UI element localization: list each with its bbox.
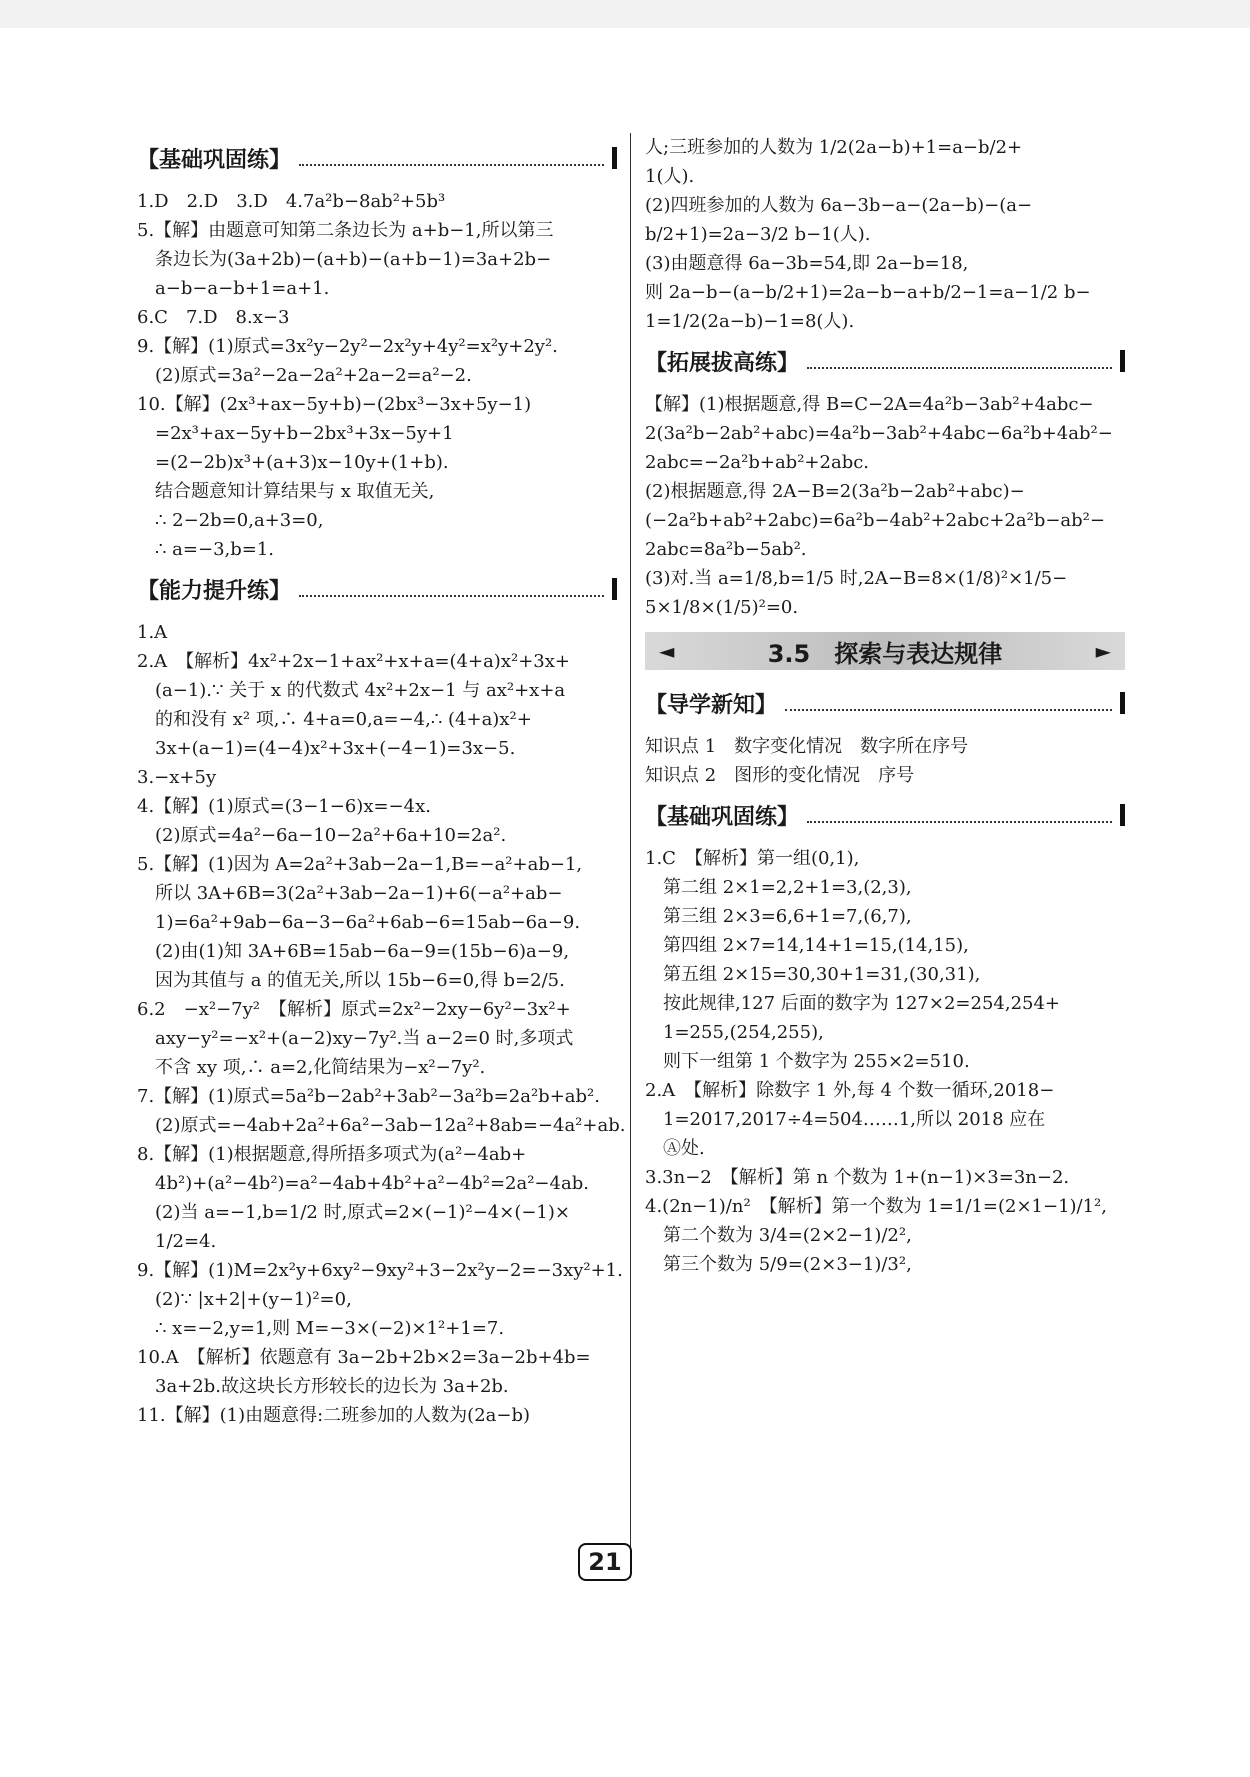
scan-top-band bbox=[0, 0, 1250, 28]
text-line: 第二组 2×1=2,2+1=3,(2,3), bbox=[663, 877, 912, 898]
text-line: 不含 xy 项,∴ a=2,化简结果为−x²−7y². bbox=[155, 1057, 486, 1078]
text-line: 10.A 【解析】依题意有 3a−2b+2b×2=3a−2b+4b= bbox=[137, 1347, 591, 1368]
text-line: ∴ x=−2,y=1,则 M=−3×(−2)×1²+1=7. bbox=[155, 1318, 505, 1339]
text-line: 4b²)+(a²−4b²)=a²−4ab+4b²+a²−4b²=2a²−4ab. bbox=[155, 1173, 589, 1194]
text-line: 则 2a−b−(a−b/2+1)=2a−b−a+b/2−1=a−1/2 b− bbox=[645, 282, 1091, 303]
text-line: 5.【解】由题意可知第二条边长为 a+b−1,所以第三 bbox=[137, 220, 554, 241]
text-line: 条边长为(3a+2b)−(a+b)−(a+b−1)=3a+2b− bbox=[155, 249, 552, 270]
text-line: (3)对.当 a=1/8,b=1/5 时,2A−B=8×(1/8)²×1/5− bbox=[645, 568, 1068, 589]
right-arrow-icon: ► bbox=[1095, 639, 1111, 663]
text-line: (3)由题意得 6a−3b=54,即 2a−b=18, bbox=[645, 253, 969, 274]
text-line: 2abc=8a²b−5ab². bbox=[645, 539, 807, 560]
text-line: 2abc=−2a²b+ab²+2abc. bbox=[645, 452, 870, 473]
text-line: 1=255,(254,255), bbox=[663, 1022, 824, 1043]
text-line: axy−y²=−x²+(a−2)xy−7y².当 a−2=0 时,多项式 bbox=[155, 1028, 574, 1049]
text-line: (2)原式=3a²−2a−2a²+2a−2=a²−2. bbox=[155, 365, 472, 386]
text-line: (a−1).∵ 关于 x 的代数式 4x²+2x−1 与 ax²+x+a bbox=[155, 680, 566, 701]
heading-bar bbox=[1120, 804, 1125, 826]
section-title: 【能力提升练】 bbox=[137, 578, 292, 604]
heading-bar bbox=[612, 147, 617, 169]
text-line: (2)原式=4a²−6a−10−2a²+6a+10=2a². bbox=[155, 825, 507, 846]
dotted-leader bbox=[785, 695, 1112, 711]
text-line: 按此规律,127 后面的数字为 127×2=254,254+ bbox=[663, 993, 1061, 1014]
text-line: ∴ a=−3,b=1. bbox=[155, 539, 275, 560]
text-line: 【解】(1)根据题意,得 B=C−2A=4a²b−3ab²+4abc− bbox=[645, 394, 1094, 415]
text-line: Ⓐ处. bbox=[663, 1138, 705, 1159]
text-line: 3.−x+5y bbox=[137, 767, 217, 788]
text-line: 4.(2n−1)/n² 【解析】第一个数为 1=1/1=(2×1−1)/1², bbox=[645, 1196, 1107, 1217]
text-line: 则下一组第 1 个数字为 255×2=510. bbox=[663, 1051, 970, 1072]
text-line: 6.2 −x²−7y² 【解析】原式=2x²−2xy−6y²−3x²+ bbox=[137, 999, 571, 1020]
text-line: =(2−2b)x³+(a+3)x−10y+(1+b). bbox=[155, 452, 449, 473]
text-line: 结合题意知计算结果与 x 取值无关, bbox=[155, 481, 435, 502]
text-line: 1.A bbox=[137, 622, 168, 643]
text-line: (2)原式=−4ab+2a²+6a²−3ab−12a²+8ab=−4a²+ab. bbox=[155, 1115, 626, 1136]
dotted-leader bbox=[807, 353, 1112, 369]
column-divider bbox=[630, 133, 631, 1578]
text-line: (−2a²b+ab²+2abc)=6a²b−4ab²+2abc+2a²b−ab²− bbox=[645, 510, 1105, 531]
dotted-leader bbox=[299, 150, 604, 166]
text-line: 因为其值与 a 的值无关,所以 15b−6=0,得 b=2/5. bbox=[155, 970, 565, 991]
text-line: 5×1/8×(1/5)²=0. bbox=[645, 597, 799, 618]
left-arrow-icon: ◄ bbox=[659, 639, 675, 663]
text-line: 4.【解】(1)原式=(3−1−6)x=−4x. bbox=[137, 796, 431, 817]
text-line: 1/2=4. bbox=[155, 1231, 217, 1252]
text-line: 第三组 2×3=6,6+1=7,(6,7), bbox=[663, 906, 912, 927]
heading-bar bbox=[1120, 350, 1125, 372]
text-line: 第五组 2×15=30,30+1=31,(30,31), bbox=[663, 964, 981, 985]
page-number: 21 bbox=[578, 1543, 632, 1581]
section-heading bbox=[645, 794, 1125, 836]
text-line: 7.【解】(1)原式=5a²b−2ab²+3ab²−3a²b=2a²b+ab². bbox=[137, 1086, 600, 1107]
chapter-title: 3.5 探索与表达规律 bbox=[767, 639, 1003, 668]
text-line: 2(3a²b−2ab²+abc)=4a²b−3ab²+4abc−6a²b+4ab²− bbox=[645, 423, 1113, 444]
text-line: 11.【解】(1)由题意得:二班参加的人数为(2a−b) bbox=[137, 1405, 531, 1426]
text-line: 知识点 1 数字变化情况 数字所在序号 bbox=[645, 736, 969, 757]
text-line: 1.C 【解析】第一组(0,1), bbox=[645, 848, 860, 869]
section-title: 【拓展拔高练】 bbox=[645, 350, 800, 376]
text-line: 10.【解】(2x³+ax−5y+b)−(2bx³−3x+5y−1) bbox=[137, 394, 532, 415]
text-line: 所以 3A+6B=3(2a²+3ab−2a−1)+6(−a²+ab− bbox=[155, 883, 563, 904]
heading-bar bbox=[1120, 692, 1125, 714]
text-line: 1.D 2.D 3.D 4.7a²b−8ab²+5b³ bbox=[137, 191, 446, 212]
text-line: (2)由(1)知 3A+6B=15ab−6a−9=(15b−6)a−9, bbox=[155, 941, 570, 962]
dotted-leader bbox=[807, 807, 1112, 823]
text-line: 8.【解】(1)根据题意,得所捂多项式为(a²−4ab+ bbox=[137, 1144, 527, 1165]
text-line: (2)∵ |x+2|+(y−1)²=0, bbox=[155, 1289, 352, 1310]
text-line: 3a+2b.故这块长方形较长的边长为 3a+2b. bbox=[155, 1376, 509, 1397]
text-line: 9.【解】(1)原式=3x²y−2y²−2x²y+4y²=x²y+2y². bbox=[137, 336, 558, 357]
text-line: 第二个数为 3/4=(2×2−1)/2², bbox=[663, 1225, 912, 1246]
text-line: a−b−a−b+1=a+1. bbox=[155, 278, 330, 299]
text-line: 第三个数为 5/9=(2×3−1)/3², bbox=[663, 1254, 912, 1275]
section-heading bbox=[137, 568, 617, 610]
left-column bbox=[137, 133, 626, 1430]
right-column bbox=[645, 133, 1125, 1279]
text-line: 1=2017,2017÷4=504……1,所以 2018 应在 bbox=[663, 1109, 1046, 1130]
text-line: (2)四班参加的人数为 6a−3b−a−(2a−b)−(a− bbox=[645, 195, 1033, 216]
text-line: 的和没有 x² 项,∴ 4+a=0,a=−4,∴ (4+a)x²+ bbox=[155, 709, 532, 730]
section-title: 【基础巩固练】 bbox=[645, 804, 800, 830]
text-line: ∴ 2−2b=0,a+3=0, bbox=[155, 510, 324, 531]
text-line: 知识点 2 图形的变化情况 序号 bbox=[645, 765, 915, 786]
section-title: 【基础巩固练】 bbox=[137, 147, 292, 173]
text-line: =2x³+ax−5y+b−2bx³+3x−5y+1 bbox=[155, 423, 454, 444]
dotted-leader bbox=[299, 581, 604, 597]
text-line: 人;三班参加的人数为 1/2(2a−b)+1=a−b/2+ bbox=[645, 137, 1023, 158]
section-heading bbox=[645, 682, 1125, 724]
text-line: 1=1/2(2a−b)−1=8(人). bbox=[645, 311, 855, 332]
text-line: 2.A 【解析】除数字 1 外,每 4 个数一循环,2018− bbox=[645, 1080, 1055, 1101]
text-line: (2)根据题意,得 2A−B=2(3a²b−2ab²+abc)− bbox=[645, 481, 1025, 502]
text-line: 1)=6a²+9ab−6a−3−6a²+6ab−6=15ab−6a−9. bbox=[155, 912, 581, 933]
text-line: 第四组 2×7=14,14+1=15,(14,15), bbox=[663, 935, 969, 956]
text-line: 6.C 7.D 8.x−3 bbox=[137, 307, 290, 328]
text-line: b/2+1)=2a−3/2 b−1(人). bbox=[645, 224, 871, 245]
text-line: 1(人). bbox=[645, 166, 695, 187]
section-heading bbox=[645, 340, 1125, 382]
chapter-banner bbox=[645, 632, 1125, 670]
text-line: 9.【解】(1)M=2x²y+6xy²−9xy²+3−2x²y−2=−3xy²+1. bbox=[137, 1260, 623, 1281]
text-line: 3x+(a−1)=(4−4)x²+3x+(−4−1)=3x−5. bbox=[155, 738, 516, 759]
section-heading bbox=[137, 137, 617, 179]
section-title: 【导学新知】 bbox=[645, 692, 778, 718]
text-line: (2)当 a=−1,b=1/2 时,原式=2×(−1)²−4×(−1)× bbox=[155, 1202, 570, 1223]
heading-bar bbox=[612, 578, 617, 600]
text-line: 3.3n−2 【解析】第 n 个数为 1+(n−1)×3=3n−2. bbox=[645, 1167, 1070, 1188]
text-line: 2.A 【解析】4x²+2x−1+ax²+x+a=(4+a)x²+3x+ bbox=[137, 651, 570, 672]
text-line: 5.【解】(1)因为 A=2a²+3ab−2a−1,B=−a²+ab−1, bbox=[137, 854, 583, 875]
